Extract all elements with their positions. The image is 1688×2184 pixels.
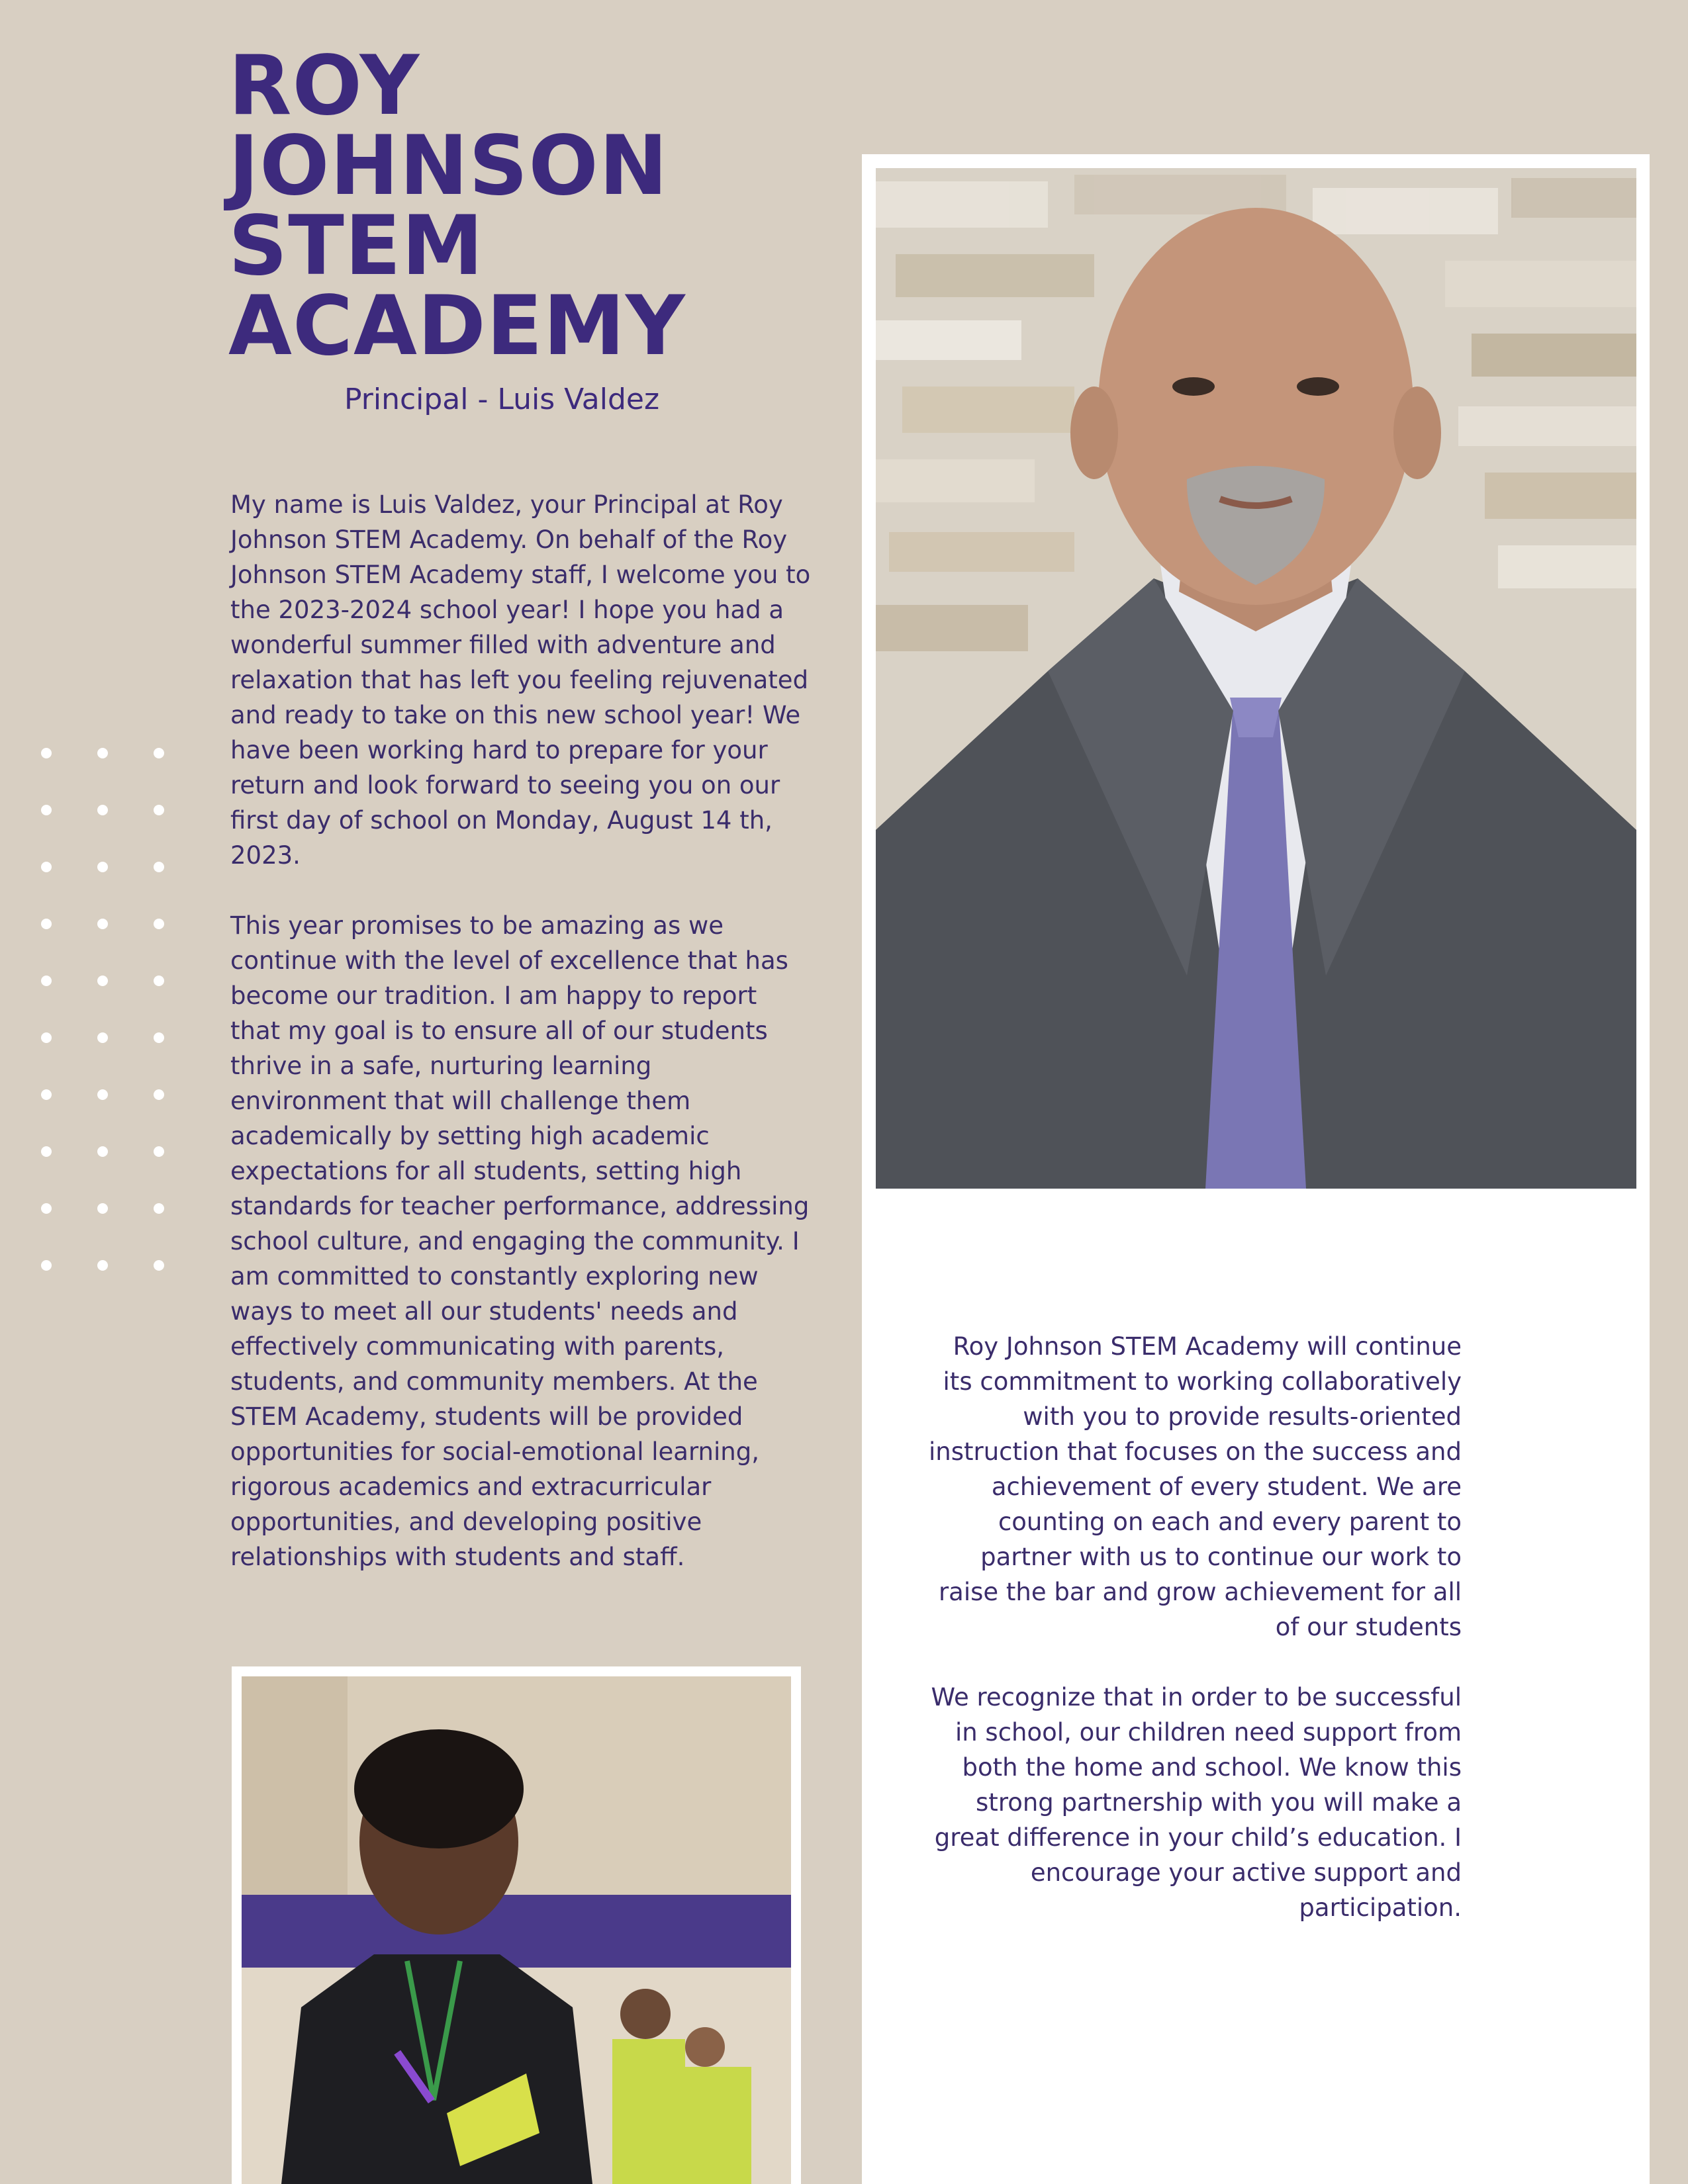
dot <box>97 919 108 929</box>
dot <box>97 1032 108 1043</box>
dot <box>154 1146 164 1157</box>
dot <box>41 976 52 986</box>
welcome-letter-left <box>230 487 813 1610</box>
dot <box>97 1203 108 1214</box>
dot <box>97 976 108 986</box>
dot <box>41 1146 52 1157</box>
school-title <box>228 38 824 374</box>
dot <box>41 1089 52 1100</box>
welcome-letter-right <box>927 1329 1462 1960</box>
dot <box>154 1089 164 1100</box>
decorative-dot-grid <box>41 748 173 1277</box>
title-line: STEM <box>228 199 484 294</box>
dot <box>97 862 108 872</box>
title-line: ACADEMY <box>228 279 686 374</box>
dot <box>41 1203 52 1214</box>
dot <box>154 919 164 929</box>
dot <box>97 1260 108 1271</box>
principal-portrait <box>876 168 1636 1189</box>
title-line: ROY <box>228 38 420 134</box>
dot <box>41 748 52 758</box>
principal-subtitle: Principal - Luis Valdez <box>344 383 660 416</box>
dot <box>97 1089 108 1100</box>
dot <box>41 1032 52 1043</box>
letter-paragraph: This year promises to be amazing as we continue with the level of excellence that has become our tradition. I am happy to report that my goal is to ensure all of our students thrive in a safe, nurturing learning environment that will challenge them academically by setting high academic expectations for all students, setting high standards for teacher performance, addressing school culture, and engaging the community. I am committed to constantly exploring new ways to meet all our students' needs and effectively communicating with parents, students, and community members. At the STEM Academy, students will be provided opportunities for social-emotional learning, rigorous academics and extracurricular opportunities, and developing positive relationships with students and staff. <box>230 911 810 1571</box>
dot <box>154 1032 164 1043</box>
dot <box>154 976 164 986</box>
dot <box>154 862 164 872</box>
dot <box>154 1203 164 1214</box>
letter-paragraph: Roy Johnson STEM Academy will continue its commitment to working collaboratively with you to provide results-oriented instruction that focuses on the success and achievement of every student. We are counting on each and every parent to partner with us to continue our work to raise the bar and grow achievement for all of our students <box>928 1332 1462 1641</box>
dot <box>41 919 52 929</box>
letter-paragraph: My name is Luis Valdez, your Principal at Roy Johnson STEM Academy. On behalf of the Roy Johnson STEM Academy staff, I welcome you to the 2023-2024 school year! I hope you had a wonderful summer filled with adventure and relaxation that has left you feeling rejuvenated and ready to take on this new school year! We have been working hard to prepare for your return and look forward to seeing you on our first day of school on Monday, August 14 th, 2023. <box>230 490 811 870</box>
dot <box>41 805 52 815</box>
student-photo <box>242 1676 791 2184</box>
dot <box>97 805 108 815</box>
letter-paragraph: We recognize that in order to be successful in school, our children need support from both the home and school. We know this strong partnership with you will make a great difference in your child’s education. I encourage your active support and participation. <box>931 1683 1462 1922</box>
dot <box>154 805 164 815</box>
title-line: JOHNSON <box>228 118 669 214</box>
dot <box>154 1260 164 1271</box>
dot <box>97 748 108 758</box>
dot <box>97 1146 108 1157</box>
dot <box>41 862 52 872</box>
dot <box>41 1260 52 1271</box>
dot <box>154 748 164 758</box>
